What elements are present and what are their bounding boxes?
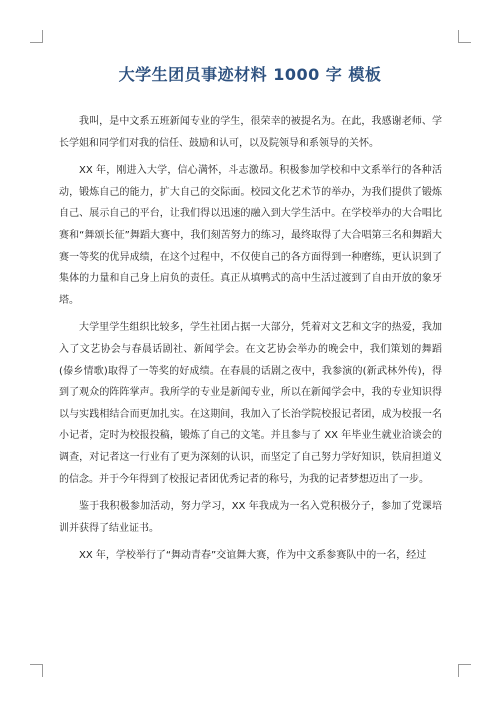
document-title: 大学生团员事迹材料 1000 字 模板 <box>118 65 382 84</box>
paragraph-student-organizations: 大学里学生组织比较多，学生社团占据一大部分，凭着对文艺和文字的热爱，我加入了文艺协会与春晨话剧社、新闻学会。在文艺协会举办的晚会中，我们策划的舞蹈(傣乡情歌)取得了一等奖的好成绩。在春晨的话剧之夜中，我参演的(新武林外传)，得到了观众的阵阵掌声。我所学的专业是新闻专业，所以在新闻学会中，我的专业知识得以与实践相结合而更加扎实。在这期间，我加入了长治学院校报记者团，成为校报一名小记者，定时为校报投稿，锻炼了自己的文笔。并且参与了 XX 年毕业生就业洽谈会的调查，对记者这一行业有了更为深刻的认识，而坚定了自己努力学好知识，铁肩担道义的信念。并于今年得到了校报记者团优秀记者的称号，为我的记者梦想迈出了一步。 <box>59 322 442 485</box>
document-body <box>59 111 442 573</box>
crop-mark-top-right <box>458 30 471 43</box>
paragraph-intro: 我叫，是中文系五班新闻专业的学生，很荣幸的被提名为。在此，我感谢老师、学长学姐和同学们对我的信任、鼓励和认可，以及院领导和系领导的关怀。 <box>59 116 442 149</box>
crop-mark-bottom-right <box>458 664 471 677</box>
crop-mark-bottom-left <box>30 664 43 677</box>
crop-mark-top-left <box>30 30 43 43</box>
paragraph-dance-contest: XX 年，学校举行了“舞动青春”交谊舞大赛，作为中文系参赛队中的一名，经过 <box>79 550 427 562</box>
paragraph-freshman-year: XX 年，刚进入大学，信心满怀，斗志激昂。积极参加学校和中文系举行的各种活动，锻炼自己的能力，扩大自己的交际面。校园文化艺术节的举办，为我们提供了锻炼自己、展示自己的平台，让我们得以迅速的融入到大学生活中。在学校举办的大合唱比赛和“舞颂长征”舞蹈大赛中，我们刻苦努力的练习，最终取得了大合唱第三名和舞蹈大赛一等奖的优异成绩，在这个过程中，不仅使自己的各方面得到一种磨练，更认识到了集体的力量和自己身上肩负的责任。真正从填鸭式的高中生活过渡到了自由开放的象牙塔。 <box>59 165 442 306</box>
paragraph-party-activist: 鉴于我积极参加活动，努力学习，XX 年我成为一名入党积极分子，参加了党课培训并获得了结业证书。 <box>59 501 442 534</box>
